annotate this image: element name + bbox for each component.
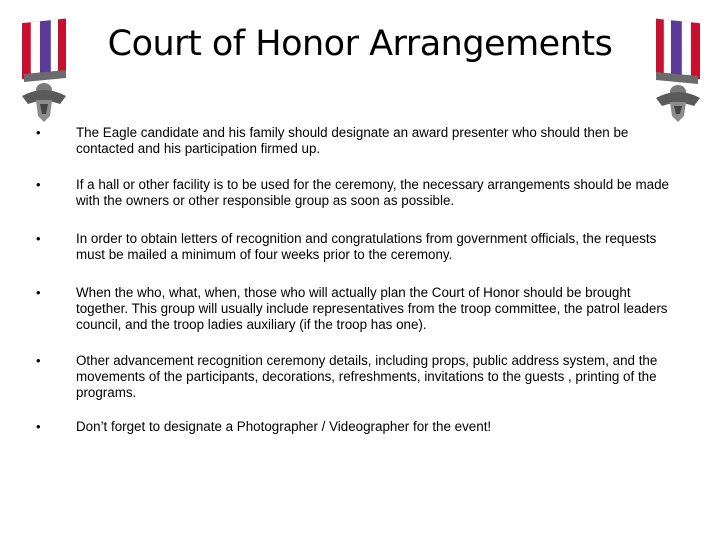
bullet-text: In order to obtain letters of recognition and congratulations from government officials, the requests must be mailed a minimum of four weeks prior to the ceremony. bbox=[76, 231, 657, 262]
bullet-dot: • bbox=[36, 419, 41, 434]
bullet-dot: • bbox=[36, 177, 41, 192]
bullet-text: Other advancement recognition ceremony details, including props, public address system, and the movements of the participants, decorations, refreshments, invitations to the guests , printing of the programs. bbox=[76, 353, 658, 400]
bullet-dot: • bbox=[36, 353, 41, 368]
bullet-text: The Eagle candidate and his family should designate an award presenter who should then be contacted and his participation firmed up. bbox=[76, 125, 629, 156]
bullet-dot: • bbox=[36, 125, 41, 140]
bullet-text: Don’t forget to designate a Photographer / Videographer for the event! bbox=[76, 419, 492, 434]
bullet-dot: • bbox=[36, 285, 41, 300]
bullet-text: When the who, what, when, those who will actually plan the Court of Honor should be brought together. This group will usually include representatives from the troop committee, the patrol leaders council, and the troop ladies auxiliary (if the troop has one). bbox=[76, 285, 668, 332]
slide-title: Court of Honor Arrangements bbox=[107, 24, 613, 64]
bullet-text: If a hall or other facility is to be used for the ceremony, the necessary arrangements should be made with the owners or other responsible group as soon as possible. bbox=[76, 177, 669, 208]
bullet-dot: • bbox=[36, 231, 41, 246]
